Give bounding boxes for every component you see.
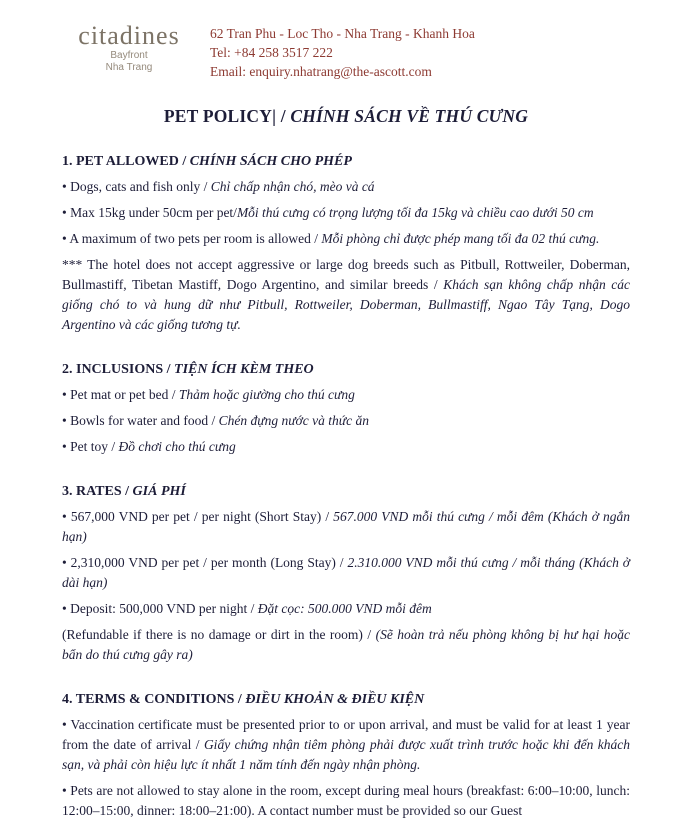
section-rates — [62, 483, 630, 665]
contact-email: Email: enquiry.nhatrang@the-ascott.com — [210, 64, 432, 79]
citadines-logo — [70, 22, 188, 74]
section-heading — [62, 153, 630, 171]
document-header — [62, 22, 630, 84]
section-heading-en: 2. INCLUSIONS / — [62, 362, 175, 377]
policy-paragraph: • 2,310,000 VND per pet / per month (Long Stay) / 2.310.000 VND mỗi thú cưng / mỗi tháng (Khách ở dài hạn) — [62, 555, 630, 590]
policy-paragraph: • 567,000 VND per pet / per night (Short Stay) / 567.000 VND mỗi thú cưng / mỗi đêm (Khách ở ngắn hạn) — [62, 509, 631, 544]
section-heading — [62, 691, 630, 709]
page-title — [62, 106, 630, 127]
policy-refund-note: (Refundable if there is no damage or dirt in the room) / (Sẽ hoàn trả nếu phòng không bị hư hại hoặc bẩn do thú cưng gây ra) — [62, 627, 630, 662]
section-pet-allowed — [62, 153, 630, 335]
contact-address: 62 Tran Phu - Loc Tho - Nha Trang - Khanh Hoa — [210, 26, 475, 41]
section-heading-vi: ĐIỀU KHOẢN & ĐIỀU KIỆN — [245, 692, 425, 707]
page-title-vi: CHÍNH SÁCH VỀ THÚ CƯNG — [290, 106, 529, 126]
brand-subtitle-line1: Bayfront — [110, 50, 148, 61]
policy-paragraph: • Bowls for water and food / Chén đựng nước và thức ăn — [62, 413, 369, 428]
section-heading — [62, 361, 630, 379]
page-title-en: PET POLICY| / — [163, 106, 291, 126]
section-heading-vi: CHÍNH SÁCH CHO PHÉP — [189, 154, 352, 169]
policy-paragraph: • Vaccination certificate must be presented prior to or upon arrival, and must be valid for at least 1 year from the date of arrival / Giấy chứng nhận tiêm phòng phải được xuất trình trước hoặc khi đến khách sạn, và phải còn hiệu lực ít nhất 1 năm tính đến ngày nhận phòng. — [62, 717, 630, 772]
section-heading-en: 1. PET ALLOWED / — [62, 154, 190, 169]
section-terms-conditions — [62, 691, 630, 821]
section-heading-vi: TIỆN ÍCH KÈM THEO — [174, 362, 314, 377]
policy-paragraph: • Dogs, cats and fish only / Chỉ chấp nhận chó, mèo và cá — [62, 179, 375, 194]
policy-note-breed-restriction: *** The hotel does not accept aggressive or large dog breeds such as Pitbull, Rottweiler, Doberman, Bullmastiff, Tibetan Mastiff, Dogo Argentino, and similar breeds / Khách sạn không chấp nhận các giống chó to và hung dữ như Pitbull, Rottweiler, Doberman, Bullmastiff, Ngao Tây Tạng, Dogo Argentino và các giống tương tự. — [62, 257, 631, 332]
section-heading-en: 3. RATES / — [62, 484, 133, 499]
policy-paragraph: • Deposit: 500,000 VND per night / Đặt cọc: 500.000 VND mỗi đêm — [62, 601, 432, 616]
contact-block — [210, 22, 475, 81]
section-heading-vi: GIÁ PHÍ — [132, 484, 186, 499]
policy-paragraph: • Pet toy / Đồ chơi cho thú cưng — [62, 439, 236, 454]
policy-paragraph: • Pet mat or pet bed / Thảm hoặc giường cho thú cưng — [62, 387, 355, 402]
section-heading-en: 4. TERMS & CONDITIONS / — [62, 692, 246, 707]
section-heading — [62, 483, 630, 501]
policy-paragraph: • Pets are not allowed to stay alone in the room, except during meal hours (breakfast: 6:00–10:00, lunch: 12:00–15:00, dinner: 18:00–21:00). A contact number must be provided so our Guest — [62, 783, 630, 818]
policy-paragraph: • Max 15kg under 50cm per pet/Mỗi thú cưng có trọng lượng tối đa 15kg và chiều cao dưới 50 cm — [62, 205, 594, 220]
brand-wordmark: citadines — [78, 21, 180, 50]
contact-tel: Tel: +84 258 3517 222 — [210, 45, 333, 60]
section-inclusions — [62, 361, 630, 457]
brand-subtitle-line2: Nha Trang — [105, 62, 153, 73]
policy-paragraph: • A maximum of two pets per room is allowed / Mỗi phòng chỉ được phép mang tối đa 02 thú cưng. — [62, 231, 600, 246]
